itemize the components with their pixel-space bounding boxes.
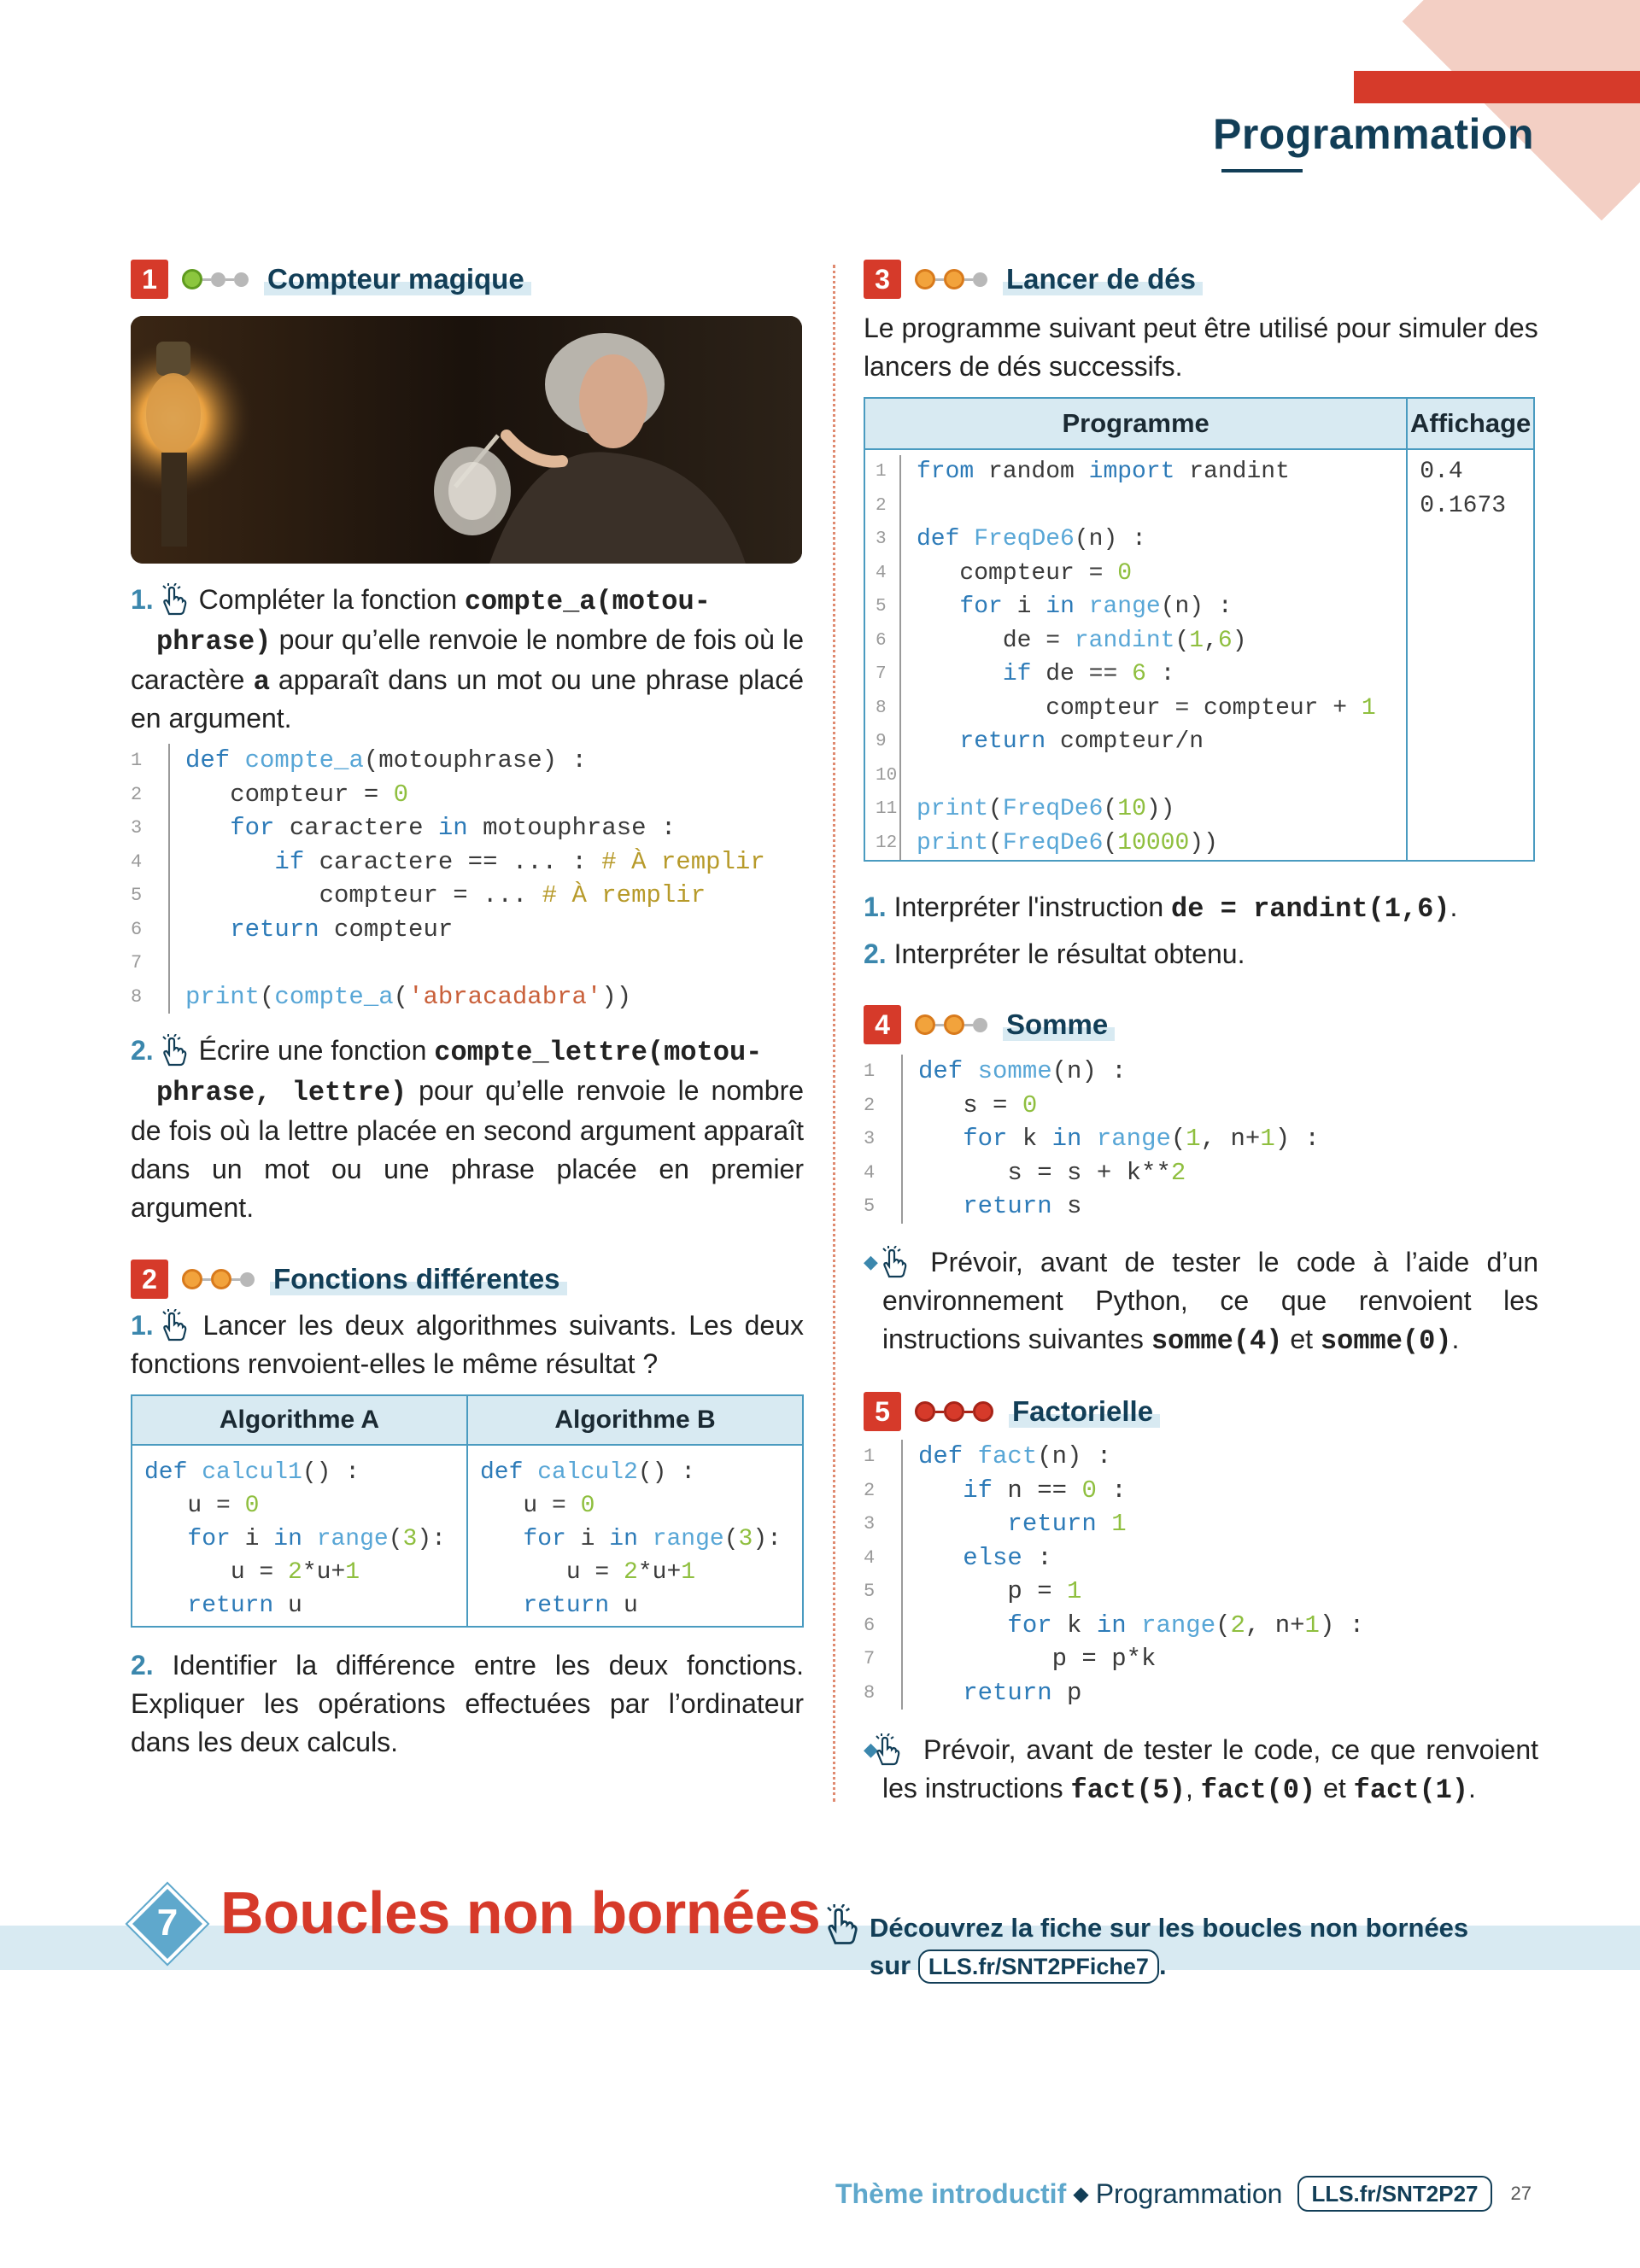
- exercise-4-question: ◆ Prévoir, avant de tester le code à l’aide d’un environnement Python, ce que renvoient les instructions suivantes somme(4) et somme(0).: [864, 1247, 1538, 1357]
- footer: [835, 2176, 1532, 2212]
- exercise-number: 5: [864, 1392, 901, 1431]
- title-underline: [1221, 169, 1303, 172]
- exercise-title: Fonctions différentes: [270, 1263, 567, 1295]
- hand-pointer-icon: [820, 1904, 859, 1949]
- code-fact: 1 def fact(n) : 2 if n == 0 : 3 return 1 4 else : 5 p = 1 6 for k in range(2, n+1) : 7 p = p*k 8 return p: [864, 1440, 1364, 1710]
- illustration-photo: [131, 316, 802, 564]
- exercise-3-header: [864, 258, 1203, 301]
- code-somme: 1 def somme(n) : 2 s = 0 3 for k in range(1, n+1) : 4 s = s + k**2 5 return s: [864, 1055, 1320, 1224]
- exercise-title: Lancer de dés: [1003, 263, 1203, 295]
- hand-pointer-icon: [157, 583, 188, 616]
- footer-chapter: Programmation: [1095, 2177, 1283, 2209]
- exercise-number: 1: [131, 260, 168, 299]
- algorithms-table: [131, 1394, 804, 1628]
- algorithm-a-code: def calcul1() : u = 0 for i in range(3): u = 2*u+1 return u: [132, 1445, 467, 1627]
- exercise-number: 3: [864, 260, 901, 299]
- footer-theme: Thème introductif: [835, 2177, 1067, 2209]
- page-title: Programmation: [1212, 110, 1534, 158]
- exercise-title: Somme: [1003, 1008, 1115, 1041]
- algorithm-b-code: def calcul2() : u = 0 for i in range(3): u = 2*u+1 return u: [467, 1445, 803, 1627]
- column-header-program: Programme: [864, 398, 1407, 449]
- exercise-2-header: [131, 1258, 567, 1301]
- exercise-5-header: [864, 1390, 1160, 1433]
- diamond-separator-icon: ◆: [1073, 2182, 1089, 2206]
- exercise-2-question-2: 2. Identifier la différence entre les deux fonctions. Expliquer les opérations effectuées par l’ordinateur dans les deux calculs.: [131, 1650, 805, 1757]
- hand-pointer-icon: [157, 1034, 188, 1067]
- hand-pointer-icon: [896, 1246, 927, 1278]
- exercise-1-question-1: 1. Compléter la fonction compte_a(motou- phrase) pour qu’elle renvoie le nombre de fois où le caractère a apparaît dans un mot ou une phrase placé en argument.: [131, 584, 805, 734]
- section-number: 7: [156, 1902, 179, 1944]
- exercise-number: 2: [131, 1260, 168, 1299]
- program-output: 0.4 0.1673: [1407, 449, 1534, 861]
- exercise-3-question-1: 1. Interpréter l'instruction de = randint(1,6).: [864, 891, 1458, 925]
- exercise-title: Factorielle: [1009, 1395, 1160, 1428]
- footer-link[interactable]: LLS.fr/SNT2P27: [1297, 2176, 1491, 2212]
- exercise-1-question-2: 2. Écrire une fonction compte_lettre(motou- phrase, lettre) pour qu’elle renvoie le nombre de fois où la lettre placée en second argument apparaît dans un mot ou une phrase placée en premier argument.: [131, 1035, 805, 1223]
- hand-pointer-icon: [889, 1733, 920, 1766]
- difficulty-dots-icon: [915, 1401, 993, 1422]
- difficulty-dots-icon: [915, 269, 987, 289]
- exercise-5-question: ◆ Prévoir, avant de tester le code, ce que renvoient les instructions fact(5), fact(0) et fact(1).: [864, 1734, 1539, 1806]
- program-table: [864, 397, 1535, 862]
- section-link[interactable]: LLS.fr/SNT2PFiche7: [918, 1949, 1159, 1984]
- column-divider: [833, 265, 835, 1802]
- hand-pointer-icon: [157, 1309, 188, 1342]
- column-header-output: Affichage: [1407, 398, 1534, 449]
- exercise-1-header: [131, 258, 531, 301]
- exercise-4-header: [864, 1003, 1115, 1046]
- exercise-title: Compteur magique: [264, 263, 531, 295]
- corner-bar: [1354, 71, 1640, 103]
- code-compte-a: 1 def compte_a(motouphrase) : 2 compteur = 0 3 for caractere in motouphrase : 4 if caractere == ... : # À remplir 5 compteur = ... # À remplir 6 return compteur 7 8 print(compte_a('abracadabra')): [131, 744, 765, 1014]
- section-title: Boucles non bornées: [220, 1879, 821, 1946]
- difficulty-dots-icon: [915, 1014, 987, 1035]
- exercise-number: 4: [864, 1005, 901, 1044]
- difficulty-dots-icon: [182, 269, 249, 289]
- page-number: 27: [1510, 2183, 1532, 2204]
- column-header-a: Algorithme A: [132, 1395, 467, 1445]
- exercise-3-intro: Le programme suivant peut être utilisé pour simuler des lancers de dés successifs.: [864, 313, 1538, 382]
- diamond-bullet-icon: ◆: [864, 1739, 881, 1760]
- exercise-2-question-1: 1. Lancer les deux algorithmes suivants. Les deux fonctions renvoient-elles le même résultat ?: [131, 1310, 805, 1379]
- exercise-3-question-2: 2. Interpréter le résultat obtenu.: [864, 938, 1245, 969]
- program-code: 1 from random import randint 2 3 def FreqDe6(n) : 4 compteur = 0 5 for i in range(n) : 6 de = randint(1,6) 7 if de == 6 : 8 compteur = compteur + 1 9 return compteur/n 10 11 print(FreqDe6(10)) 12 print(FreqDe6(10000)): [864, 449, 1407, 861]
- section-description: Découvrez la fiche sur les boucles non bornées sur LLS.fr/SNT2PFiche7 .: [870, 1909, 1468, 1984]
- column-header-b: Algorithme B: [467, 1395, 803, 1445]
- difficulty-dots-icon: [182, 1269, 255, 1289]
- diamond-bullet-icon: ◆: [864, 1251, 888, 1272]
